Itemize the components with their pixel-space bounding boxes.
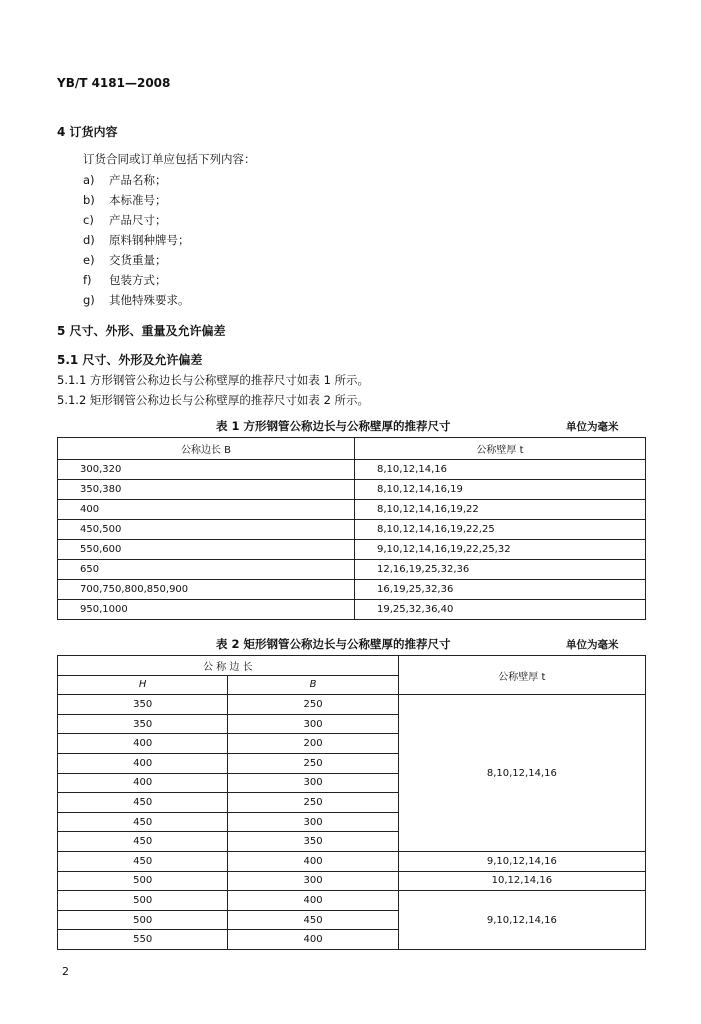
cell-b: 350 xyxy=(228,832,398,852)
cell-h: 450 xyxy=(58,832,228,852)
cell-side: 650 xyxy=(58,560,355,580)
cell-h: 350 xyxy=(58,714,228,734)
cell-b: 300 xyxy=(228,773,398,793)
cell-h: 500 xyxy=(58,891,228,911)
cell-thickness: 16,19,25,32,36 xyxy=(355,580,646,600)
cell-h: 450 xyxy=(58,793,228,813)
list-item-text: 产品名称； xyxy=(109,173,167,187)
cell-side: 350,380 xyxy=(58,480,355,500)
cell-b: 300 xyxy=(228,714,398,734)
table-row xyxy=(58,580,646,600)
cell-h: 400 xyxy=(58,734,228,754)
column-header-h: H xyxy=(58,675,228,695)
section-4-title: 4 订货内容 xyxy=(57,125,118,139)
section-5-1-1: 5.1.1 方形钢管公称边长与公称壁厚的推荐尺寸如表 1 所示。 xyxy=(57,373,370,387)
table-row xyxy=(58,851,646,871)
table-1-caption: 表 1 方形钢管公称边长与公称壁厚的推荐尺寸 xyxy=(216,419,451,433)
table-row xyxy=(58,480,646,500)
list-item xyxy=(83,172,167,188)
list-item-mark: g) xyxy=(83,293,95,307)
column-header-side: 公 称 边 长 xyxy=(58,656,399,676)
list-item-text: 原料钢种牌号； xyxy=(109,233,190,247)
cell-h: 400 xyxy=(58,773,228,793)
cell-b: 200 xyxy=(228,734,398,754)
table-row xyxy=(58,540,646,560)
cell-thickness: 8,10,12,14,16,19,22 xyxy=(355,500,646,520)
cell-h: 500 xyxy=(58,871,228,891)
cell-h: 550 xyxy=(58,930,228,950)
cell-side: 700,750,800,850,900 xyxy=(58,580,355,600)
list-item-mark: f) xyxy=(83,273,92,287)
cell-h: 450 xyxy=(58,851,228,871)
cell-b: 300 xyxy=(228,871,398,891)
list-item-mark: d) xyxy=(83,233,95,247)
cell-b: 400 xyxy=(228,930,398,950)
table-1 xyxy=(57,437,646,620)
cell-thickness: 8,10,12,14,16,19 xyxy=(355,480,646,500)
cell-h: 450 xyxy=(58,812,228,832)
cell-side: 950,1000 xyxy=(58,600,355,620)
cell-thickness: 9,10,12,14,16,19,22,25,32 xyxy=(355,540,646,560)
section-5-1-2: 5.1.2 矩形钢管公称边长与公称壁厚的推荐尺寸如表 2 所示。 xyxy=(57,393,370,407)
cell-b: 450 xyxy=(228,910,398,930)
table-row xyxy=(58,500,646,520)
list-item xyxy=(83,252,167,268)
table-header-row xyxy=(58,438,646,460)
table-2-unit: 单位为毫米 xyxy=(566,639,619,651)
list-item xyxy=(83,212,167,228)
table-2 xyxy=(57,655,646,950)
column-header-b: B xyxy=(228,675,398,695)
column-header-thickness: 公称壁厚 t xyxy=(355,438,646,460)
cell-h: 350 xyxy=(58,695,228,715)
list-item-mark: a) xyxy=(83,173,95,187)
cell-b: 400 xyxy=(228,851,398,871)
cell-thickness: 19,25,32,36,40 xyxy=(355,600,646,620)
cell-thickness: 8,10,12,14,16,19,22,25 xyxy=(355,520,646,540)
list-item-mark: c) xyxy=(83,213,94,227)
list-item-text: 其他特殊要求。 xyxy=(109,293,190,307)
cell-thickness: 9,10,12,14,16 xyxy=(398,851,645,871)
list-item-mark: e) xyxy=(83,253,95,267)
section-4-intro: 订货合同或订单应包括下列内容： xyxy=(83,152,256,166)
cell-b: 400 xyxy=(228,891,398,911)
section-5-title: 5 尺寸、外形、重量及允许偏差 xyxy=(57,324,226,338)
table-row xyxy=(58,891,646,911)
cell-side: 550,600 xyxy=(58,540,355,560)
table-row xyxy=(58,600,646,620)
cell-h: 400 xyxy=(58,753,228,773)
cell-h: 500 xyxy=(58,910,228,930)
cell-side: 300,320 xyxy=(58,460,355,480)
list-item-text: 交货重量； xyxy=(109,253,167,267)
list-item-text: 产品尺寸； xyxy=(109,213,167,227)
list-item-mark: b) xyxy=(83,193,95,207)
cell-side: 400 xyxy=(58,500,355,520)
column-header-thickness: 公称壁厚 t xyxy=(398,656,645,695)
column-header-side: 公称边长 B xyxy=(58,438,355,460)
table-1-unit: 单位为毫米 xyxy=(566,421,619,433)
cell-b: 250 xyxy=(228,793,398,813)
list-item xyxy=(83,272,167,288)
cell-thickness: 12,16,19,25,32,36 xyxy=(355,560,646,580)
cell-b: 250 xyxy=(228,695,398,715)
table-row xyxy=(58,520,646,540)
table-row xyxy=(58,560,646,580)
table-2-caption: 表 2 矩形钢管公称边长与公称壁厚的推荐尺寸 xyxy=(216,637,451,651)
list-item xyxy=(83,192,167,208)
cell-thickness: 10,12,14,16 xyxy=(398,871,645,891)
cell-b: 300 xyxy=(228,812,398,832)
cell-thickness: 9,10,12,14,16 xyxy=(398,891,645,950)
standard-code: YB/T 4181—2008 xyxy=(57,76,171,90)
cell-side: 450,500 xyxy=(58,520,355,540)
page-number: 2 xyxy=(62,965,69,978)
list-item-text: 包装方式； xyxy=(109,273,167,287)
cell-thickness: 8,10,12,14,16 xyxy=(355,460,646,480)
list-item xyxy=(83,232,190,248)
table-row xyxy=(58,460,646,480)
list-item xyxy=(83,292,190,308)
cell-thickness: 8,10,12,14,16 xyxy=(398,695,645,852)
cell-b: 250 xyxy=(228,753,398,773)
list-item-text: 本标准号； xyxy=(109,193,167,207)
section-5-1-title: 5.1 尺寸、外形及允许偏差 xyxy=(57,353,203,367)
table-row xyxy=(58,871,646,891)
table-row xyxy=(58,695,646,715)
table-header-row xyxy=(58,656,646,676)
